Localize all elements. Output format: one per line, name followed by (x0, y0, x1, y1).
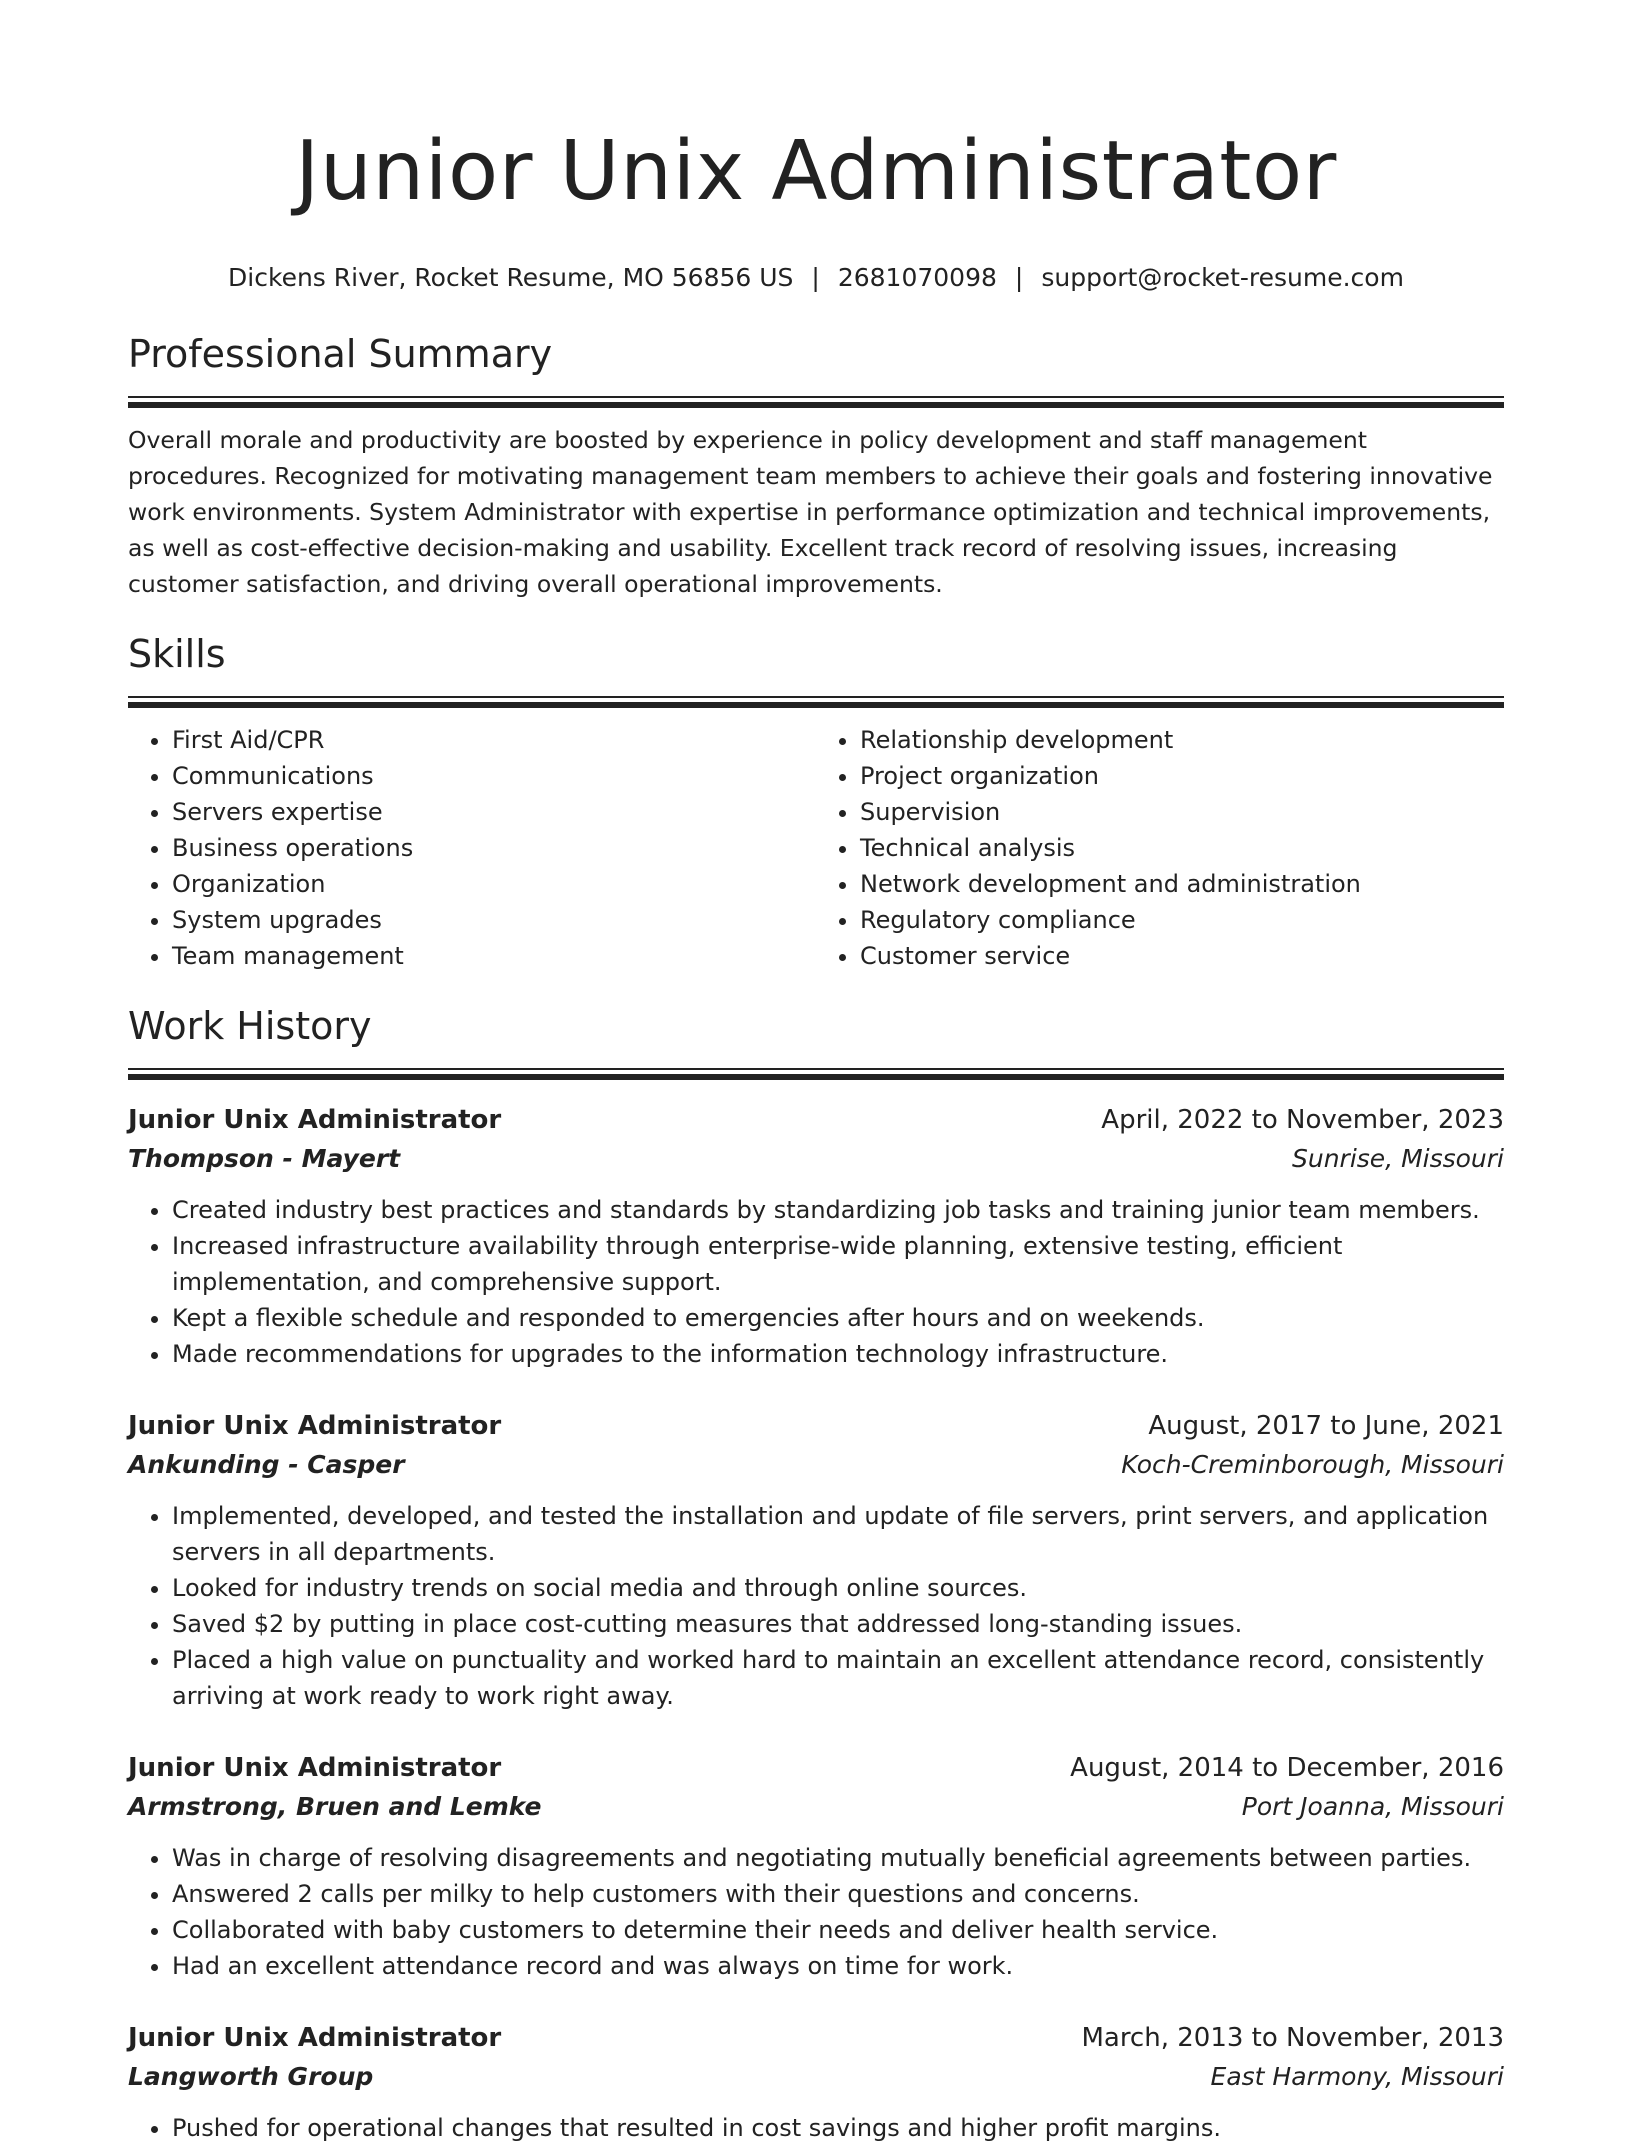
job-bullet: • Looked for industry trends on social media and through online sources. (172, 1570, 1504, 1606)
skill-item: • Team management (172, 938, 816, 974)
skills-list-right (816, 722, 1504, 974)
job-entry (128, 1100, 1504, 1372)
skill-item: • Regulatory compliance (860, 902, 1504, 938)
job-location: Koch-Creminborough, Missouri (1121, 1450, 1504, 1479)
skill-item: • Project organization (860, 758, 1504, 794)
job-title: Junior Unix Administrator (128, 1411, 502, 1441)
contact-separator: | (811, 263, 820, 292)
skills-heading: Skills (128, 632, 226, 676)
contact-email[interactable]: support@rocket-resume.com (1041, 263, 1404, 292)
skill-item: • Customer service (860, 938, 1504, 974)
skill-item: • First Aid/CPR (172, 722, 816, 758)
job-location: Sunrise, Missouri (1291, 1144, 1504, 1173)
skills-section (128, 630, 1504, 974)
contact-line (128, 260, 1504, 296)
job-company: Ankunding - Casper (128, 1450, 405, 1479)
skill-item: • Organization (172, 866, 816, 902)
job-bullet: • Was in charge of resolving disagreements and negotiating mutually beneficial agreements between parties. (172, 1840, 1504, 1876)
job-entry (128, 2018, 1504, 2146)
job-title: Junior Unix Administrator (128, 1753, 502, 1783)
work-history-heading: Work History (128, 1004, 372, 1048)
section-divider (128, 396, 1504, 408)
job-entry (128, 1406, 1504, 1714)
job-company: Langworth Group (128, 2062, 374, 2091)
job-company: Armstrong, Bruen and Lemke (128, 1792, 542, 1821)
job-dates: April, 2022 to November, 2023 (1101, 1105, 1504, 1135)
skill-item: • Business operations (172, 830, 816, 866)
summary-text: Overall morale and productivity are boosted by experience in policy development and staff management procedures. Recognized for motivating management team members to achieve their goals and fostering innovative work environments. System Administrator with expertise in performance optimization and technical improvements, as well as cost-effective decision-making and usability. Excellent track record of resolving issues, increasing customer satisfaction, and driving overall operational improvements. (128, 426, 1493, 598)
contact-separator: | (1014, 263, 1024, 292)
contact-address: Dickens River, Rocket Resume, MO 56856 US (228, 263, 794, 292)
job-bullet: • Collaborated with baby customers to determine their needs and deliver health service. (172, 1912, 1504, 1948)
job-location: East Harmony, Missouri (1210, 2062, 1504, 2091)
skill-item: • Technical analysis (860, 830, 1504, 866)
job-bullet: • Implemented, developed, and tested the installation and update of file servers, print servers, and application servers in all departments. (172, 1498, 1504, 1570)
job-bullets (128, 2110, 1504, 2146)
skills-list-left (128, 722, 816, 974)
job-bullet: • Saved $2 by putting in place cost-cutting measures that addressed long-standing issues. (172, 1606, 1504, 1642)
candidate-name: Junior Unix Administrator (295, 124, 1337, 219)
skill-item: • Supervision (860, 794, 1504, 830)
section-divider (128, 696, 1504, 708)
job-bullet: • Pushed for operational changes that resulted in cost savings and higher profit margins. (172, 2110, 1504, 2146)
job-bullet: • Had an excellent attendance record and was always on time for work. (172, 1948, 1504, 1984)
job-bullet: • Placed a high value on punctuality and worked hard to maintain an excellent attendance record, consistently arriving at work ready to work right away. (172, 1642, 1504, 1714)
job-dates: August, 2017 to June, 2021 (1148, 1411, 1504, 1441)
job-location: Port Joanna, Missouri (1241, 1792, 1504, 1821)
job-title: Junior Unix Administrator (128, 2023, 502, 2053)
job-dates: August, 2014 to December, 2016 (1070, 1753, 1504, 1783)
job-dates: March, 2013 to November, 2013 (1081, 2023, 1504, 2053)
job-entry (128, 1748, 1504, 1984)
job-bullet: • Answered 2 calls per milky to help customers with their questions and concerns. (172, 1876, 1504, 1912)
job-title: Junior Unix Administrator (128, 1105, 502, 1135)
skill-item: • Servers expertise (172, 794, 816, 830)
job-bullets (128, 1192, 1504, 1372)
job-bullet: • Created industry best practices and standards by standardizing job tasks and training junior team members. (172, 1192, 1504, 1228)
skill-item: • Relationship development (860, 722, 1504, 758)
skill-item: • Network development and administration (860, 866, 1504, 902)
contact-phone: 2681070098 (837, 263, 997, 292)
summary-heading: Professional Summary (128, 332, 553, 376)
summary-section (128, 330, 1504, 602)
job-bullet: • Made recommendations for upgrades to the information technology infrastructure. (172, 1336, 1504, 1372)
skill-item: • Communications (172, 758, 816, 794)
skill-item: • System upgrades (172, 902, 816, 938)
skills-columns (128, 722, 1504, 974)
work-history-section (128, 1002, 1504, 2146)
job-bullets (128, 1498, 1504, 1714)
job-bullet: • Increased infrastructure availability through enterprise-wide planning, extensive testing, efficient implementation, and comprehensive support. (172, 1228, 1504, 1300)
section-divider (128, 1068, 1504, 1080)
job-company: Thompson - Mayert (128, 1144, 401, 1173)
job-bullets (128, 1840, 1504, 1984)
job-bullet: • Kept a flexible schedule and responded to emergencies after hours and on weekends. (172, 1300, 1504, 1336)
